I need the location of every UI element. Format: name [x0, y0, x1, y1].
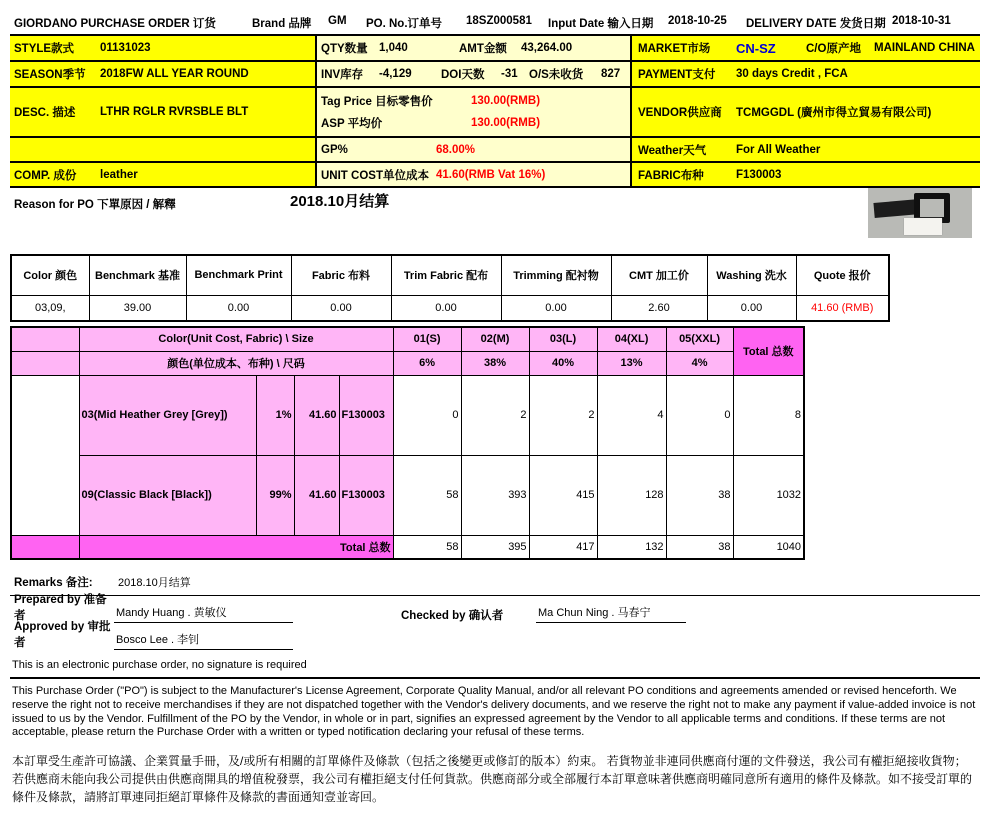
qty-cell: 2 [529, 375, 597, 455]
title-row [10, 10, 980, 36]
cost-value-benchmark-print: 0.00 [186, 295, 291, 321]
size-header-row-2 [11, 351, 804, 375]
payment-value: 30 days Credit , FCA [736, 68, 848, 80]
color-percent-black: 99% [256, 455, 294, 535]
qty-cell: 58 [393, 455, 461, 535]
vendor-label: VENDOR供应商 [638, 107, 722, 119]
size-percent-s: 6% [393, 351, 461, 375]
size-header-spacer-2 [11, 351, 79, 375]
unit-cost-label: UNIT COST单位成本 [321, 169, 429, 182]
unit-cost-cell [315, 163, 632, 186]
grand-total-cell: 1040 [733, 535, 804, 559]
composition-cell [10, 163, 315, 186]
style-cell [10, 36, 315, 60]
style-value: 01131023 [100, 42, 151, 54]
brand-value: GM [328, 15, 347, 27]
qty-amt-cell [315, 36, 632, 60]
gp-label: GP% [321, 143, 348, 156]
cost-value-cmt: 2.60 [611, 295, 707, 321]
price-cell [315, 88, 632, 136]
market-label: MARKET市场 [638, 43, 711, 55]
size-header-xl: 04(XL) [597, 327, 666, 351]
size-header-l: 03(L) [529, 327, 597, 351]
approved-by-name: Bosco Lee . 李钊 [114, 631, 293, 650]
price-tag-shape [904, 218, 942, 235]
size-percent-xxl: 4% [666, 351, 733, 375]
total-qty-cell: 58 [393, 535, 461, 559]
asp-value: 130.00(RMB) [471, 117, 541, 129]
color-percent-grey: 1% [256, 375, 294, 455]
qty-cell: 0 [666, 375, 733, 455]
header-row-desc [10, 88, 980, 138]
total-qty-cell: 132 [597, 535, 666, 559]
size-quantity-table [10, 326, 805, 560]
tag-price-value: 130.00(RMB) [471, 95, 541, 107]
settlement-title: 2018.10月结算 [290, 193, 390, 210]
terms-chinese: 本訂單受生產許可協議、企業質量手冊，及/或所有相關的訂單條件及條款（包括之後變更或修訂的版本）約束。 若貨物並非連同供應商付運的文件發送，我公司有權拒絕接收貨物；若供應商未能向我公司提供由供應商開具的增值稅發票，我公司有權拒絕支付任何貨款。供應商部分或全部履行本訂單意味著供應商明確同意所有適用的條件及條款。如不接受訂單的條件及條款，請將訂單連同拒絕訂單條件及條款的書面通知壹並寄回。 [12, 754, 973, 804]
weather-cell [632, 138, 980, 161]
color-fabric-black: F130003 [339, 455, 393, 535]
reason-label: Reason for PO 下單原因 / 解釋 [14, 199, 176, 211]
cost-header-washing: Washing 洗水 [707, 255, 796, 295]
amt-value: 43,264.00 [521, 42, 573, 54]
po-number-value: 18SZ000581 [466, 15, 532, 27]
terms-english: This Purchase Order ("PO") is subject to the Manufacturer's License Agreement, Corporate Quality Manual, and/or all relevant PO conditions and agreements amended or revised henceforth. We reserve the right not to receive merchandises if they are not dispatched together with the Vendor's delivery documents, and we reserve the right not to make any payment if value-added invoice is not issued to us by the Vendor. Fulfillment of the PO by the Vendor, in whole or in part, signifies an expressed agreement by the Vendor to all applicable terms and conditions. If these terms are not acceptable, please return the Purchase Order with a written or typed notification declaring your refusal of these terms. [12, 685, 976, 739]
remarks-label: Remarks 备注: [14, 577, 93, 589]
season-value: 2018FW ALL YEAR ROUND [100, 68, 249, 80]
fabric-value: F130003 [736, 168, 782, 181]
row-total-cell: 8 [733, 375, 804, 455]
cost-value-benchmark: 39.00 [89, 295, 186, 321]
color-name-grey: 03(Mid Heather Grey [Grey]) [79, 375, 256, 455]
total-row-spacer [11, 535, 79, 559]
fabric-label: FABRIC布种 [638, 169, 704, 182]
desc-value: LTHR RGLR RVRSBLE BLT [100, 106, 249, 118]
remarks-row [10, 574, 980, 590]
prepared-by-name: Mandy Huang . 黄敏仪 [114, 604, 293, 623]
inventory-cell [315, 62, 632, 86]
size-header-s: 01(S) [393, 327, 461, 351]
cost-value-row [11, 295, 889, 321]
vendor-cell [632, 88, 980, 136]
inv-label: INV库存 [321, 69, 364, 81]
unit-cost-value: 41.60(RMB Vat 16%) [436, 168, 546, 181]
qty-cell: 0 [393, 375, 461, 455]
gp-cell [315, 138, 632, 161]
season-label: SEASON季节 [14, 69, 86, 81]
os-label: O/S未收货 [529, 69, 584, 81]
asp-line [321, 112, 626, 134]
market-value: CN-SZ [736, 40, 776, 56]
input-date-label: Input Date 输入日期 [548, 18, 654, 30]
qty-value: 1,040 [379, 42, 408, 54]
reason-block [10, 188, 980, 252]
cost-header-row [11, 255, 889, 295]
header-row-season [10, 62, 980, 88]
prepared-checked-row [10, 594, 980, 623]
doi-value: -31 [501, 68, 518, 80]
os-value: 827 [601, 68, 621, 80]
color-cost-grey: 41.60 [294, 375, 339, 455]
cost-header-benchmark-print: Benchmark Print [186, 255, 291, 295]
product-photo [868, 188, 972, 238]
color-row-black [11, 455, 804, 535]
checked-by-label: Checked by 确认者 [401, 610, 504, 622]
country-origin-value: MAINLAND CHINA [874, 42, 975, 54]
cost-header-cmt: CMT 加工价 [611, 255, 707, 295]
qty-cell: 38 [666, 455, 733, 535]
composition-label: COMP. 成份 [14, 169, 77, 182]
desc-label: DESC. 描述 [14, 107, 76, 119]
color-name-black: 09(Classic Black [Black]) [79, 455, 256, 535]
size-percent-xl: 13% [597, 351, 666, 375]
qty-cell: 2 [461, 375, 529, 455]
amt-label: AMT金额 [459, 43, 507, 55]
size-header-m: 02(M) [461, 327, 529, 351]
tag-price-label: Tag Price 目标零售价 [321, 96, 433, 108]
page-title: GIORDANO PURCHASE ORDER 订货 [14, 18, 216, 30]
cost-value-color: 03,09, [11, 295, 89, 321]
delivery-date-value: 2018-10-31 [892, 15, 951, 27]
doi-label: DOI天数 [441, 69, 485, 81]
qty-cell: 393 [461, 455, 529, 535]
cost-value-washing: 0.00 [707, 295, 796, 321]
cost-value-fabric: 0.00 [291, 295, 391, 321]
size-header-title-en: Color(Unit Cost, Fabric) \ Size [79, 327, 393, 351]
qty-cell: 415 [529, 455, 597, 535]
empty-yellow-cell [10, 138, 315, 161]
payment-cell [632, 62, 980, 86]
inv-value: -4,129 [379, 68, 412, 80]
row-spacer-cell [11, 375, 79, 535]
vendor-value: TCMGGDL (廣州市得立貿易有限公司) [736, 107, 932, 119]
cost-header-fabric: Fabric 布料 [291, 255, 391, 295]
checked-by-name: Ma Chun Ning . 马春宁 [536, 604, 686, 623]
header-row-comp [10, 163, 980, 188]
tag-price-line [321, 90, 626, 112]
color-fabric-grey: F130003 [339, 375, 393, 455]
cost-value-quote: 41.60 (RMB) [796, 295, 889, 321]
color-cost-black: 41.60 [294, 455, 339, 535]
header-row-style [10, 36, 980, 62]
total-qty-cell: 395 [461, 535, 529, 559]
row-total-cell: 1032 [733, 455, 804, 535]
country-origin-label: C/O原产地 [806, 43, 861, 55]
approved-by-label: Approved by 审批者 [14, 621, 111, 649]
electronic-po-note: This is an electronic purchase order, no signature is required [12, 659, 307, 671]
size-percent-m: 38% [461, 351, 529, 375]
cost-breakdown-table [10, 254, 890, 322]
delivery-date-label: DELIVERY DATE 发货日期 [746, 18, 886, 30]
weather-label: Weather天气 [638, 144, 707, 157]
size-header-xxl: 05(XXL) [666, 327, 733, 351]
size-header-spacer-1 [11, 327, 79, 351]
total-header: Total 总数 [733, 327, 804, 375]
asp-label: ASP 平均价 [321, 118, 383, 130]
divider-line [10, 595, 980, 596]
payment-label: PAYMENT支付 [638, 69, 716, 81]
total-qty-cell: 417 [529, 535, 597, 559]
cost-header-quote: Quote 报价 [796, 255, 889, 295]
approved-row [10, 621, 980, 650]
size-percent-l: 40% [529, 351, 597, 375]
total-row-label: Total 总数 [79, 535, 393, 559]
qty-cell: 128 [597, 455, 666, 535]
cost-header-trimming: Trimming 配衬物 [501, 255, 611, 295]
prepared-by-label: Prepared by 准备者 [14, 594, 107, 622]
cost-value-trim-fabric: 0.00 [391, 295, 501, 321]
po-number-label: PO. No.订单号 [366, 18, 443, 30]
cost-value-trimming: 0.00 [501, 295, 611, 321]
color-row-grey [11, 375, 804, 455]
cost-header-benchmark: Benchmark 基准 [89, 255, 186, 295]
input-date-value: 2018-10-25 [668, 15, 727, 27]
divider-thick-line [10, 677, 980, 679]
cost-header-trim-fabric: Trim Fabric 配布 [391, 255, 501, 295]
cost-header-color: Color 颜色 [11, 255, 89, 295]
header-row-gp [10, 138, 980, 163]
gp-value: 68.00% [436, 143, 476, 156]
fabric-cell [632, 163, 980, 186]
season-cell [10, 62, 315, 86]
composition-value: leather [100, 168, 138, 181]
remarks-value: 2018.10月结算 [118, 577, 191, 589]
market-cell [632, 36, 980, 60]
style-label: STYLE款式 [14, 43, 75, 55]
weather-value: For All Weather [736, 143, 821, 156]
total-qty-cell: 38 [666, 535, 733, 559]
qty-cell: 4 [597, 375, 666, 455]
brand-label: Brand 品牌 [252, 18, 312, 30]
qty-label: QTY数量 [321, 43, 368, 55]
desc-cell [10, 88, 315, 136]
size-header-title-cn: 颜色(单位成本、布种) \ 尺码 [79, 351, 393, 375]
total-row [11, 535, 804, 559]
size-header-row-1 [11, 327, 804, 351]
